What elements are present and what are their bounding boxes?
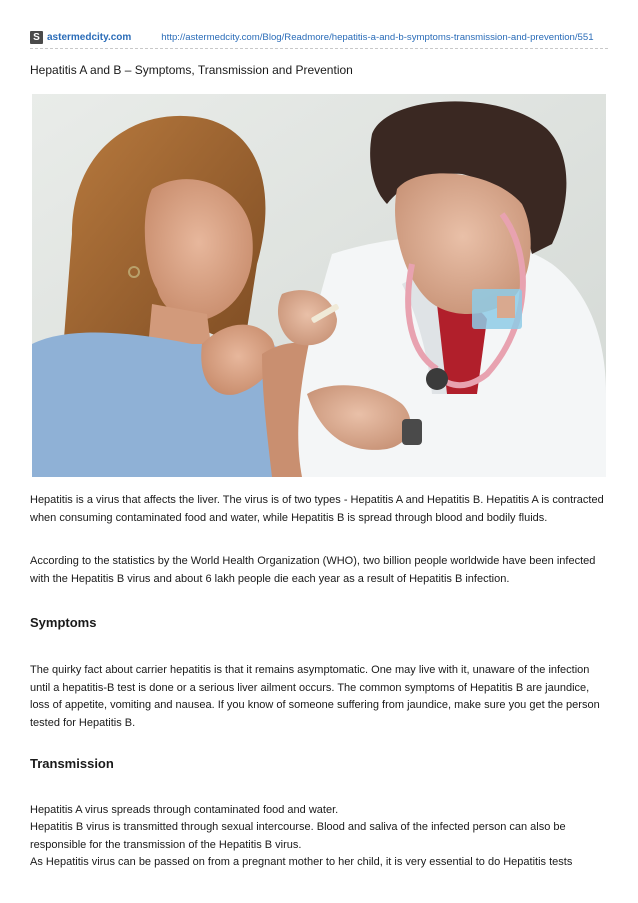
transmission-line-3: As Hepatitis virus can be passed on from a pregnant mother to her child, it is very essential to do Hepatitis tests [30,856,573,868]
symptoms-heading: Symptoms [30,615,97,630]
intro-paragraph: Hepatitis is a virus that affects the liver. The virus is of two types - Hepatitis A and Hepatitis B. Hepatitis A is contracted when consuming contaminated food and water, while Hepatitis B is spread through blood and bodily fluids. [30,494,604,524]
header-divider [30,48,608,49]
article-title: Hepatitis A and B – Symptoms, Transmission and Prevention [30,63,353,77]
slideshare-logo-icon: S [30,31,43,44]
site-link[interactable]: astermedcity.com [47,31,132,43]
transmission-line-1: Hepatitis A virus spreads through contaminated food and water. [30,804,339,816]
symptoms-paragraph: The quirky fact about carrier hepatitis is that it remains asymptomatic. One may live with it, unaware of the infection until a hepatitis-B test is done or a serious liver ailment occurs. The common symptoms of Hepatitis B are jaundice, loss of appetite, vomiting and nausea. If you know of someone suffering from jaundice, make sure you get the person tested for Hepatitis B. [30,664,600,729]
article-photo [32,94,606,477]
page-header [30,30,608,44]
stats-paragraph: According to the statistics by the World Health Organization (WHO), two billion people worldwide have been infected with the Hepatitis B virus and about 6 lakh people die each year as a result of Hepatitis B infection. [30,555,596,585]
vaccination-illustration [32,94,606,477]
transmission-line-2: Hepatitis B virus is transmitted through sexual intercourse. Blood and saliva of the infected person can also be responsible for the transmission of the Hepatitis B virus. [30,821,566,851]
source-url-link[interactable]: http://astermedcity.com/Blog/Readmore/hepatitis-a-and-b-symptoms-transmission-and-prevention/551 [161,31,594,43]
transmission-heading: Transmission [30,756,114,771]
